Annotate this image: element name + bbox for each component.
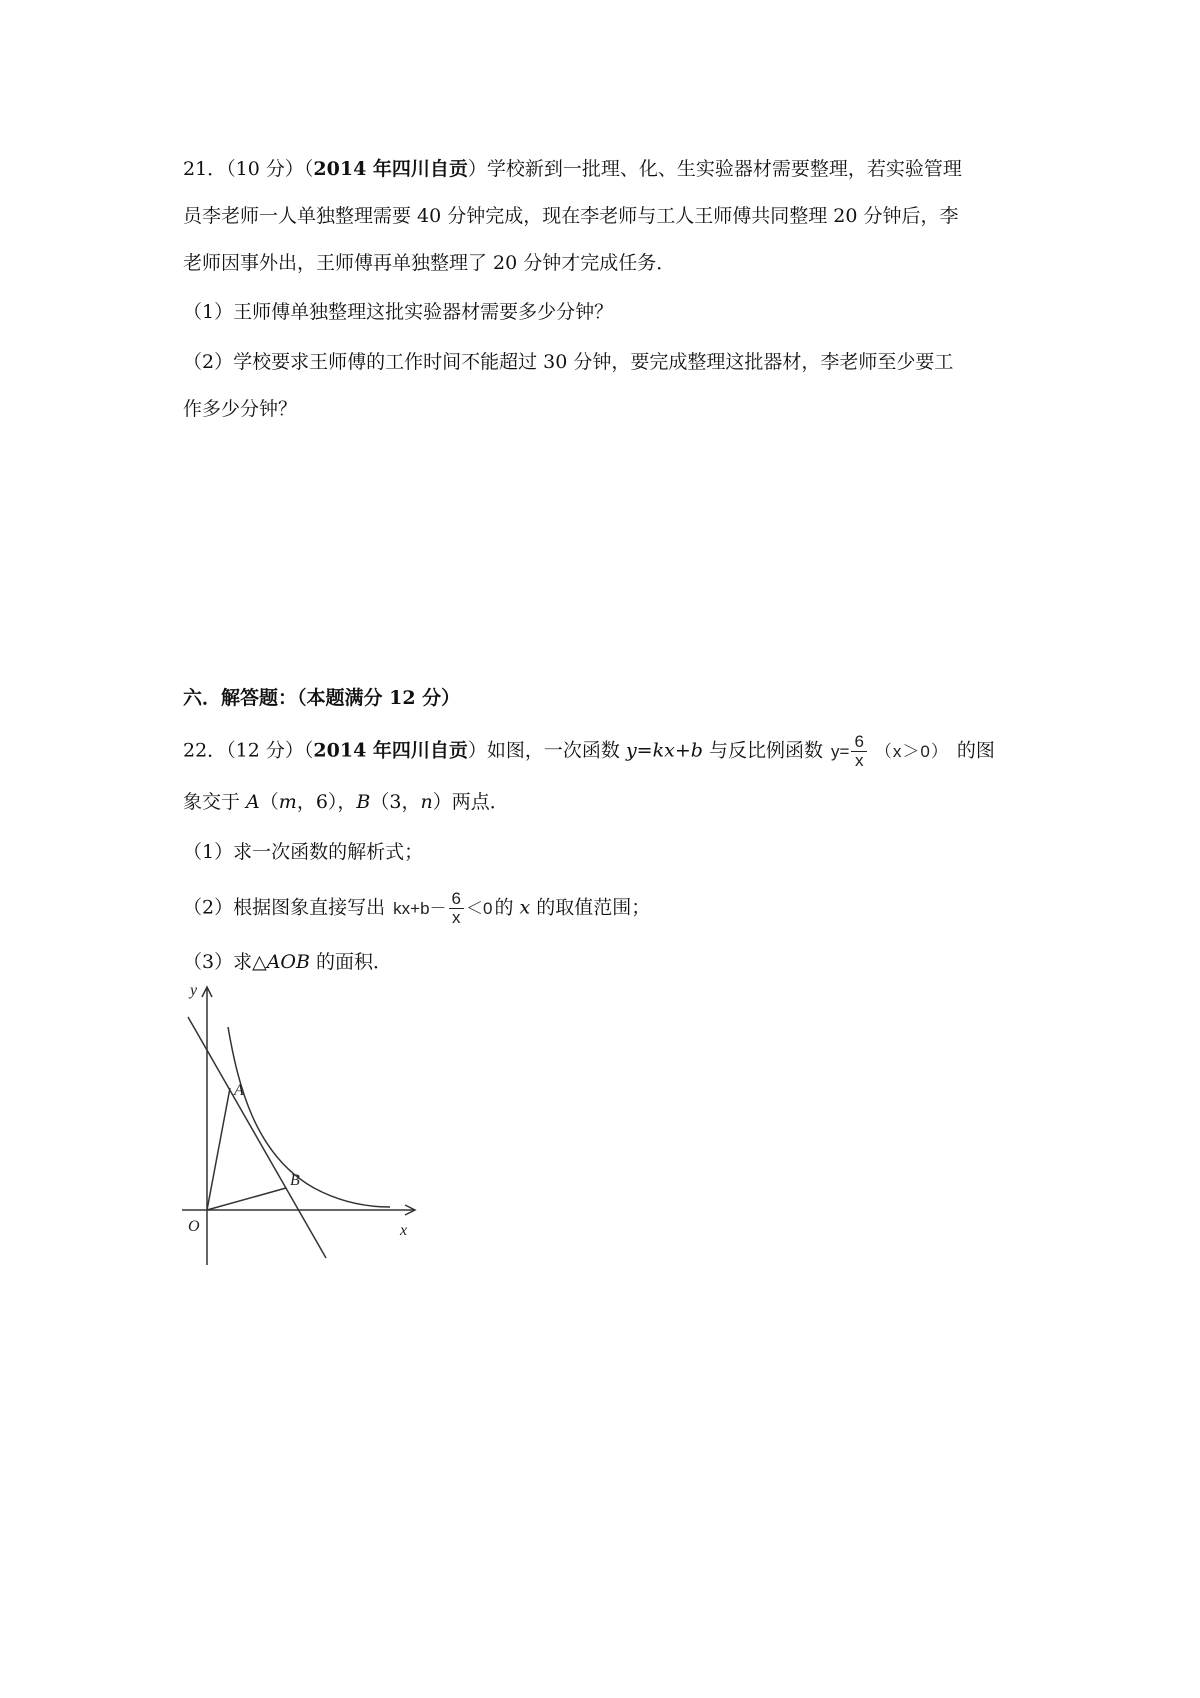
q21-part2-line1: （2）学校要求王师傅的工作时间不能超过 30 分钟，要完成整理这批器材，李老师至少要工 — [183, 351, 954, 373]
triangle-aob-label: AOB — [266, 951, 310, 973]
function-graph-figure — [170, 975, 430, 1275]
var-x: x — [519, 896, 531, 919]
inequality-right: ＜0 — [466, 898, 493, 918]
q22-part2 — [183, 890, 650, 927]
q22-source: 2014 年四川自贡 — [313, 739, 468, 762]
inequality-denominator: x — [452, 908, 461, 927]
q22-line1 — [183, 733, 995, 770]
q22-text-4: 象交于 — [183, 791, 247, 813]
q22-part3-text-2: 的面积． — [309, 951, 393, 973]
q21-part2-line2: 作多少分钟？ — [183, 398, 298, 420]
q22-text-7: （3， — [370, 791, 421, 813]
x-axis-label: x — [400, 1222, 408, 1239]
q21-text-1: ）学校新到一批理、化、生实验器材需要整理，若实验管理 — [467, 158, 962, 180]
origin-label: O — [188, 1218, 200, 1235]
point-a-figure-label: A — [234, 1082, 244, 1099]
segment-oa — [207, 1088, 230, 1210]
q22-inverse-function-formula — [831, 733, 949, 770]
point-b-label: B — [356, 791, 371, 813]
y-axis-label: y — [190, 982, 198, 999]
linear-function-line — [188, 1017, 326, 1258]
q21-number: 21．（10 分）（ — [183, 158, 314, 180]
formula-denominator: x — [854, 751, 864, 770]
segment-ob — [207, 1188, 286, 1210]
q22-inequality-formula — [393, 890, 492, 927]
q22-part2-text-2: 的 — [494, 896, 520, 919]
q22-text-1: ）如图，一次函数 — [467, 739, 626, 762]
q21-part1: （1）王师傅单独整理这批实验器材需要多少分钟？ — [183, 301, 614, 323]
formula-fraction — [851, 733, 866, 770]
q22-part3-text-1: （3）求△ — [183, 951, 267, 973]
inequality-left: kx+b－ — [393, 898, 447, 918]
formula-condition: （x＞0） — [874, 741, 949, 761]
q22-number: 22．（12 分）（ — [183, 739, 314, 762]
q22-part3 — [183, 950, 392, 974]
inequality-numerator: 6 — [449, 890, 464, 909]
q22-text-2: 与反比例函数 — [702, 739, 823, 762]
q22-part2-text-3: 的取值范围； — [530, 896, 651, 919]
q22-text-6: ，6）， — [296, 791, 357, 813]
formula-y: y= — [831, 741, 850, 761]
q22-text-8: ）两点． — [432, 791, 509, 813]
inequality-fraction — [449, 890, 464, 927]
q22-linear-function: y=kx+b — [625, 739, 703, 762]
q22-part1: （1）求一次函数的解析式； — [183, 841, 424, 863]
section-heading: 六．解答题：（本题满分 12 分） — [183, 687, 461, 709]
point-a-label: A — [246, 791, 260, 813]
q22-line2 — [183, 790, 509, 814]
q21-line1 — [183, 157, 962, 181]
var-m: m — [278, 791, 297, 813]
q22-text-3: 的图 — [950, 739, 995, 762]
var-n: n — [420, 791, 433, 813]
q21-line3: 老师因事外出，王师傅再单独整理了 20 分钟才完成任务． — [183, 252, 676, 274]
point-b-figure-label: B — [290, 1172, 300, 1189]
q21-source: 2014 年四川自贡 — [313, 158, 468, 180]
formula-numerator: 6 — [851, 733, 866, 752]
q22-part2-text-1: （2）根据图象直接写出 — [183, 896, 386, 919]
q22-text-5: （ — [259, 791, 279, 813]
inverse-function-curve — [228, 1027, 390, 1207]
q21-line2: 员李老师一人单独整理需要 40 分钟完成，现在李老师与工人王师傅共同整理 20 分钟后，李 — [183, 205, 959, 227]
